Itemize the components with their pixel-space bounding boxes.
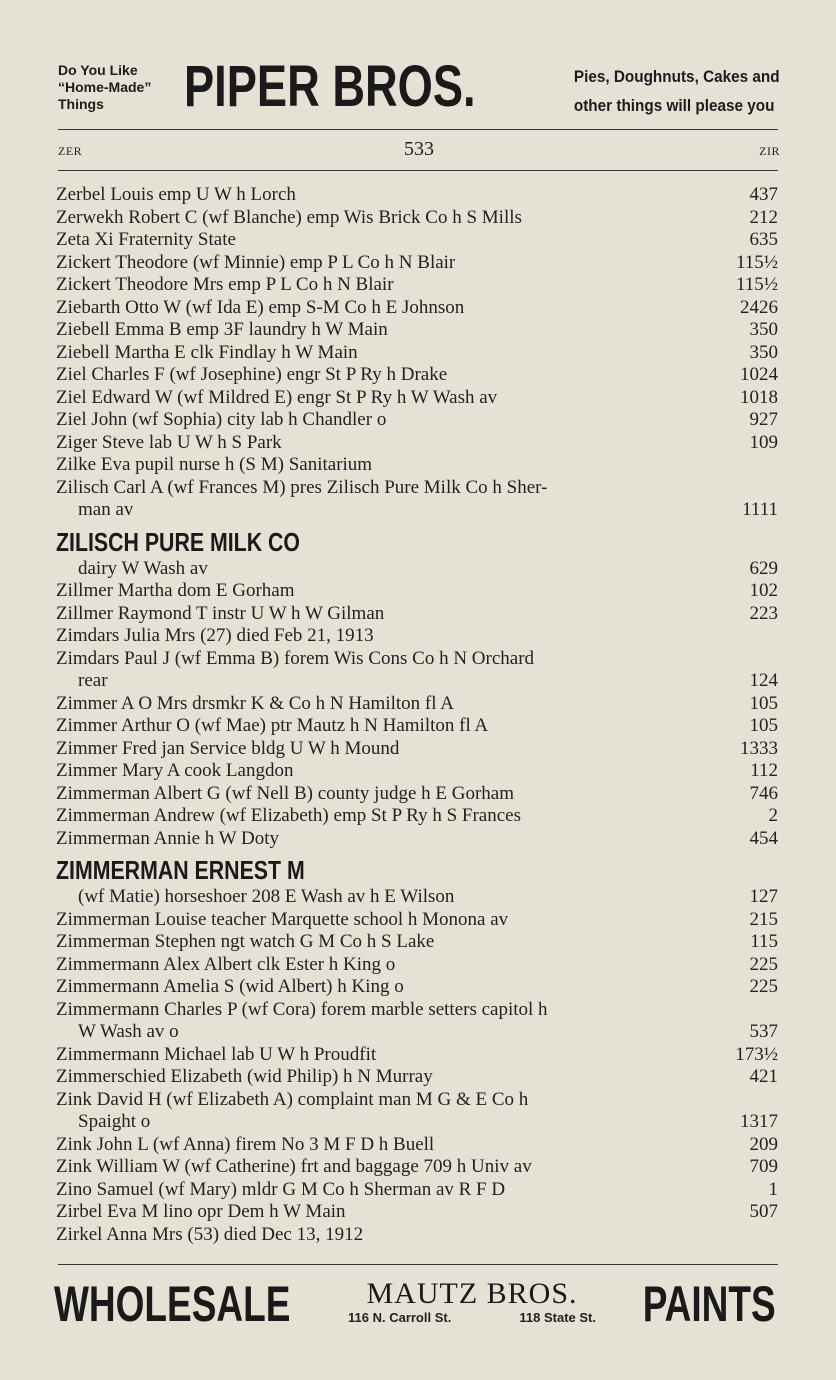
entry-text: Zillmer Martha dom E Gorham <box>56 580 295 601</box>
directory-listing <box>56 184 778 1246</box>
directory-entry <box>56 297 778 320</box>
entry-text: Zickert Theodore (wf Minnie) emp P L Co h N Blair <box>56 251 456 273</box>
directory-entry <box>56 1134 778 1157</box>
entry-text: Zickert Theodore Mrs emp P L Co h N Blair <box>56 274 394 295</box>
directory-entry <box>56 364 778 387</box>
entry-text: Ziger Steve lab U W h S Park <box>56 431 282 453</box>
directory-entry <box>56 1044 778 1067</box>
entry-line <box>56 625 778 648</box>
entry-text: Ziebarth Otto W (wf Ida E) emp S-M Co h E Johnson <box>56 296 465 318</box>
house-number: 115½ <box>735 274 778 295</box>
business-heading: ZIMMERMAN ERNEST M <box>56 855 305 885</box>
entry-line <box>56 499 778 522</box>
house-number: 1111 <box>742 499 778 520</box>
entry-text: Zimmerman Annie h W Doty <box>56 827 280 849</box>
business-heading: ZILISCH PURE MILK CO <box>56 526 301 557</box>
entry-line <box>56 805 778 828</box>
ad-left-line: Do You Like <box>58 62 138 78</box>
directory-entry <box>56 909 778 932</box>
entry-line <box>56 909 778 932</box>
entry-line <box>56 558 778 581</box>
entry-line <box>56 364 778 387</box>
house-number: 102 <box>749 580 778 601</box>
entry-line <box>56 738 778 761</box>
directory-entry <box>56 1089 778 1134</box>
entry-text: Zimmer Fred jan Service bldg U W h Mound <box>56 737 400 759</box>
house-number: 746 <box>749 782 778 804</box>
directory-entry <box>56 207 778 230</box>
entry-line <box>56 715 778 738</box>
entry-text: Zilisch Carl A (wf Frances M) pres Zilisch Pure Milk Co h Sher- <box>56 476 548 498</box>
page-number: 533 <box>404 138 434 160</box>
ad-right-tagline <box>574 62 780 120</box>
entry-line <box>56 1021 778 1044</box>
directory-entry <box>56 387 778 410</box>
ad-left-line: Things <box>58 96 104 112</box>
house-number: 115 <box>750 931 778 952</box>
entry-line <box>56 184 778 207</box>
directory-entry <box>56 854 778 909</box>
house-number: 1333 <box>740 737 778 759</box>
house-number: 112 <box>750 760 778 781</box>
house-number: 1018 <box>740 386 778 408</box>
entry-text: Ziel Edward W (wf Mildred E) engr St P Ry h W Wash av <box>56 386 498 408</box>
entry-line <box>56 409 778 432</box>
directory-entry <box>56 715 778 738</box>
directory-entry <box>56 1201 778 1224</box>
house-number: 225 <box>749 976 778 997</box>
directory-entry <box>56 625 778 648</box>
entry-line <box>56 580 778 603</box>
house-number: 1 <box>768 1178 778 1200</box>
house-number: 350 <box>749 319 778 340</box>
entry-line <box>56 1044 778 1067</box>
entry-line <box>56 432 778 455</box>
ad-address: 118 State St. <box>519 1310 596 1325</box>
house-number: 437 <box>749 184 778 205</box>
entry-line <box>56 477 778 500</box>
entry-text: rear <box>78 670 108 691</box>
house-number: 454 <box>749 827 778 849</box>
directory-entry <box>56 738 778 761</box>
entry-text: Zimdars Julia Mrs (27) died Feb 21, 1913 <box>56 625 374 646</box>
entry-text: Ziel John (wf Sophia) city lab h Chandler o <box>56 409 387 430</box>
entry-line <box>56 783 778 806</box>
top-advertisement <box>58 56 780 126</box>
entry-line <box>56 1111 778 1134</box>
entry-text: Zimmermann Amelia S (wid Albert) h King o <box>56 976 404 997</box>
directory-entry <box>56 976 778 999</box>
directory-entry <box>56 783 778 806</box>
entry-line <box>56 454 778 477</box>
entry-text: Zimmer Mary A cook Langdon <box>56 760 294 781</box>
directory-entry <box>56 342 778 365</box>
ad-addresses <box>342 1310 602 1325</box>
entry-text: Ziebell Emma B emp 3F laundry h W Main <box>56 319 388 340</box>
directory-entry <box>56 184 778 207</box>
entry-text: Ziel Charles F (wf Josephine) engr St P Ry h Drake <box>56 364 448 385</box>
entry-line <box>56 931 778 954</box>
directory-entry <box>56 1224 778 1247</box>
house-number: 350 <box>749 341 778 363</box>
entry-line <box>56 1066 778 1089</box>
house-number: 927 <box>749 409 778 430</box>
entry-line <box>56 976 778 999</box>
house-number: 635 <box>749 229 778 250</box>
entry-line <box>56 693 778 716</box>
entry-text: Zilke Eva pupil nurse h (S M) Sanitarium <box>56 454 373 475</box>
house-number: 124 <box>749 670 778 691</box>
entry-text: dairy W Wash av <box>78 557 208 579</box>
house-number: 1317 <box>740 1111 778 1132</box>
entry-text: man av <box>78 499 134 520</box>
entry-text: Zino Samuel (wf Mary) mldr G M Co h Sherman av R F D <box>56 1178 506 1200</box>
entry-text: Zimdars Paul J (wf Emma B) forem Wis Cons Co h N Orchard <box>56 647 535 669</box>
entry-text: Zimmerman Andrew (wf Elizabeth) emp St P Ry h S Frances <box>56 805 521 826</box>
page-header <box>58 136 780 164</box>
ad-brand <box>184 56 476 118</box>
house-number: 1024 <box>740 364 778 385</box>
ad-left-line: “Home-Made” <box>58 79 152 95</box>
house-number: 2 <box>768 805 778 826</box>
ad-right-line: Pies, Doughnuts, Cakes and <box>574 67 780 86</box>
entry-line <box>56 229 778 252</box>
footer-rule <box>58 1264 778 1265</box>
house-number: 507 <box>749 1201 778 1222</box>
entry-text: Zink John L (wf Anna) firem No 3 M F D h Buell <box>56 1133 435 1155</box>
directory-entry <box>56 274 778 297</box>
entry-text: Zimmerman Louise teacher Marquette school h Monona av <box>56 908 509 930</box>
house-number: 537 <box>749 1021 778 1042</box>
entry-text: W Wash av o <box>78 1021 179 1042</box>
entry-text: Zimmerman Albert G (wf Nell B) county judge h E Gorham <box>56 782 515 804</box>
directory-entry <box>56 1066 778 1089</box>
entry-text: Zirbel Eva M lino opr Dem h W Main <box>56 1201 346 1222</box>
directory-entry <box>56 580 778 603</box>
directory-entry <box>56 454 778 477</box>
directory-entry <box>56 319 778 342</box>
directory-entry <box>56 931 778 954</box>
entry-line <box>56 1156 778 1179</box>
house-number: 109 <box>749 431 778 453</box>
directory-entry <box>56 1156 778 1179</box>
house-number: 223 <box>749 602 778 624</box>
header-rule-top <box>58 129 778 130</box>
entry-line <box>56 1201 778 1224</box>
entry-line <box>56 207 778 230</box>
directory-entry <box>56 648 778 693</box>
entry-text: Zimmer A O Mrs drsmkr K & Co h N Hamilton fl A <box>56 692 454 714</box>
directory-entry <box>56 760 778 783</box>
house-number: 105 <box>749 715 778 736</box>
entry-text: Zillmer Raymond T instr U W h W Gilman <box>56 602 385 624</box>
house-number: 709 <box>749 1156 778 1177</box>
entry-line <box>56 1224 778 1247</box>
directory-entry <box>56 229 778 252</box>
entry-line <box>56 828 778 851</box>
house-number: 173½ <box>735 1043 778 1065</box>
entry-line <box>56 1134 778 1157</box>
entry-text: Ziebell Martha E clk Findlay h W Main <box>56 341 358 363</box>
directory-entry <box>56 526 778 581</box>
header-rule-bottom <box>58 170 778 171</box>
entry-line <box>56 319 778 342</box>
directory-entry <box>56 603 778 626</box>
ad-company-block <box>342 1278 602 1325</box>
directory-entry <box>56 409 778 432</box>
directory-entry <box>56 1179 778 1202</box>
entry-text: Zink William W (wf Catherine) frt and baggage 709 h Univ av <box>56 1156 532 1177</box>
house-number: 215 <box>749 908 778 930</box>
house-number: 115½ <box>735 251 778 273</box>
directory-entry <box>56 693 778 716</box>
ad-brand-text: PIPER BROS. <box>184 54 476 119</box>
ad-address: 116 N. Carroll St. <box>348 1310 452 1325</box>
ad-wholesale: WHOLESALE <box>54 1276 291 1332</box>
ad-company-name: MAUTZ BROS. <box>366 1277 578 1310</box>
ad-right-line: other things will please you <box>574 96 775 115</box>
entry-text: Zimmerschied Elizabeth (wid Philip) h N Murray <box>56 1066 433 1087</box>
entry-text: Zerbel Louis emp U W h Lorch <box>56 184 296 205</box>
house-number: 225 <box>749 953 778 975</box>
entry-text: Zimmermann Charles P (wf Cora) forem marble setters capitol h <box>56 998 548 1020</box>
entry-line <box>56 648 778 671</box>
entry-line <box>56 670 778 693</box>
entry-line <box>56 1089 778 1112</box>
header-right-guide: ZIR <box>759 144 780 158</box>
entry-text: Zimmer Arthur O (wf Mae) ptr Mautz h N Hamilton fl A <box>56 715 489 736</box>
entry-line <box>56 999 778 1022</box>
entry-text: Zerwekh Robert C (wf Blanche) emp Wis Brick Co h S Mills <box>56 206 522 228</box>
ad-paints: PAINTS <box>643 1276 776 1332</box>
directory-entry <box>56 805 778 828</box>
header-left-guide: ZER <box>58 144 83 158</box>
ad-left-tagline <box>58 62 188 113</box>
entry-line <box>56 252 778 275</box>
directory-entry <box>56 477 778 522</box>
house-number: 209 <box>749 1133 778 1155</box>
directory-entry <box>56 252 778 275</box>
house-number: 212 <box>749 206 778 228</box>
entry-line <box>56 886 778 909</box>
entry-text: Zimmermann Alex Albert clk Ester h King o <box>56 953 396 975</box>
entry-text: Zink David H (wf Elizabeth A) complaint man M G & E Co h <box>56 1088 529 1110</box>
entry-text: (wf Matie) horseshoer 208 E Wash av h E Wilson <box>78 886 455 907</box>
entry-text: Zimmermann Michael lab U W h Proudfit <box>56 1043 377 1065</box>
entry-line <box>56 1179 778 1202</box>
house-number: 2426 <box>740 296 778 318</box>
entry-line <box>56 387 778 410</box>
directory-entry <box>56 828 778 851</box>
house-number: 421 <box>749 1066 778 1087</box>
house-number: 105 <box>749 692 778 714</box>
entry-line <box>56 954 778 977</box>
entry-line <box>56 297 778 320</box>
directory-entry <box>56 999 778 1044</box>
directory-entry <box>56 954 778 977</box>
house-number: 127 <box>749 886 778 907</box>
entry-line <box>56 603 778 626</box>
entry-line <box>56 760 778 783</box>
entry-text: Zimmerman Stephen ngt watch G M Co h S Lake <box>56 931 435 952</box>
entry-text: Zeta Xi Fraternity State <box>56 229 236 250</box>
entry-line <box>56 274 778 297</box>
entry-line <box>56 342 778 365</box>
entry-text: Zirkel Anna Mrs (53) died Dec 13, 1912 <box>56 1223 364 1245</box>
directory-entry <box>56 432 778 455</box>
bottom-advertisement <box>54 1274 776 1338</box>
entry-text: Spaight o <box>78 1111 151 1132</box>
house-number: 629 <box>749 557 778 579</box>
